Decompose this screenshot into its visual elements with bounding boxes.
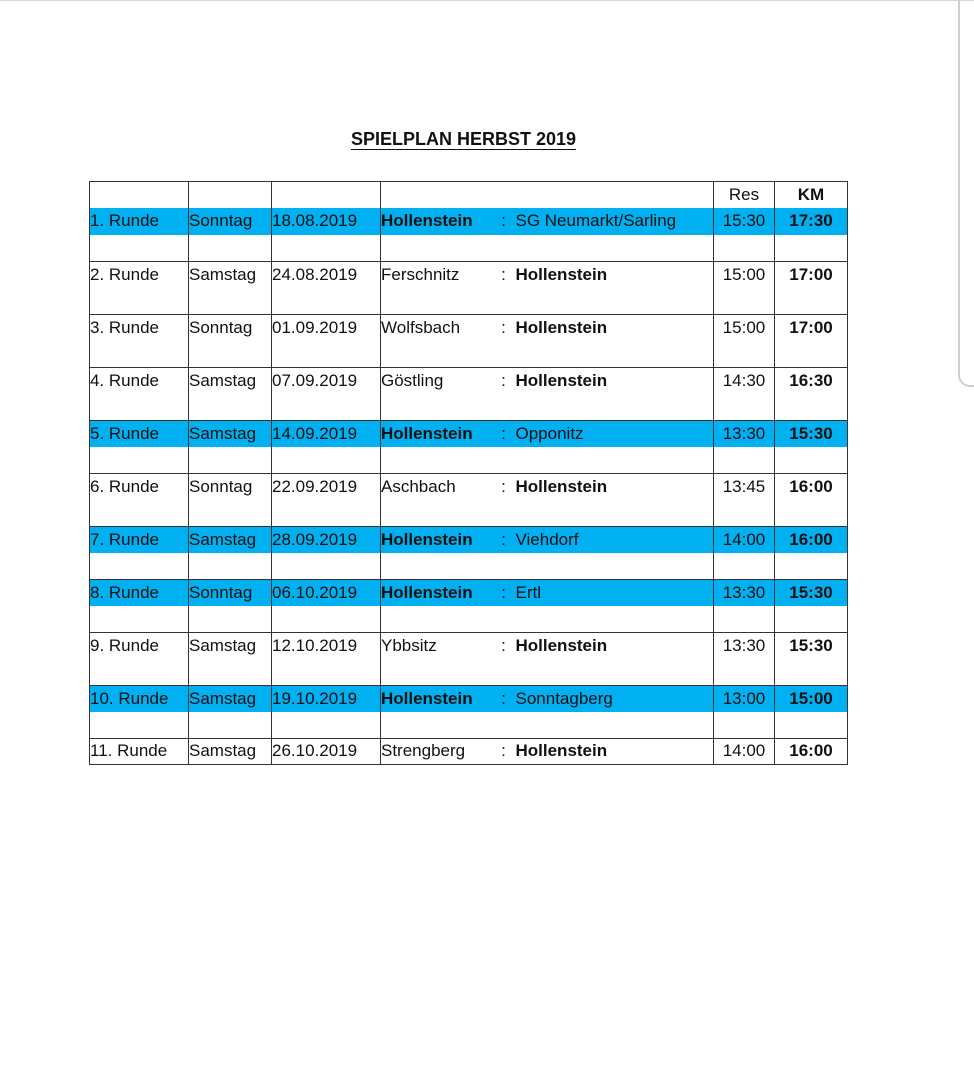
spacer-cell bbox=[775, 500, 848, 527]
km-time-cell: 15:00 bbox=[775, 685, 848, 712]
away-team-cell bbox=[492, 632, 714, 659]
spacer-cell bbox=[775, 235, 848, 262]
res-time-cell: 13:30 bbox=[714, 632, 775, 659]
day-cell: Samstag bbox=[189, 526, 272, 553]
date-cell: 01.09.2019 bbox=[272, 314, 381, 341]
spacer-cell bbox=[272, 606, 381, 633]
versus-colon: : bbox=[501, 635, 506, 655]
away-team-cell bbox=[492, 685, 714, 712]
date-cell: 28.09.2019 bbox=[272, 526, 381, 553]
round-cell: 4. Runde bbox=[90, 367, 189, 394]
km-time-cell: 17:00 bbox=[775, 314, 848, 341]
away-team-name: Hollenstein bbox=[515, 476, 608, 496]
spacer-cell bbox=[189, 659, 272, 686]
table-row bbox=[90, 579, 848, 606]
spacer-cell bbox=[381, 447, 492, 474]
res-time-cell: 13:00 bbox=[714, 685, 775, 712]
spacer-row bbox=[90, 235, 848, 262]
versus-colon: : bbox=[501, 476, 506, 496]
table-row bbox=[90, 208, 848, 235]
km-time-cell: 15:30 bbox=[775, 420, 848, 447]
away-team-name: Sonntagberg bbox=[515, 688, 613, 708]
spacer-cell bbox=[381, 606, 492, 633]
top-border bbox=[0, 0, 974, 1]
date-cell: 06.10.2019 bbox=[272, 579, 381, 606]
spacer-cell bbox=[189, 235, 272, 262]
page-title: SPIELPLAN HERBST 2019 bbox=[351, 129, 577, 149]
round-cell: 10. Runde bbox=[90, 685, 189, 712]
home-team-cell: Hollenstein bbox=[381, 579, 492, 606]
res-header: Res bbox=[714, 182, 775, 209]
spacer-cell bbox=[492, 553, 714, 580]
km-time-cell: 16:00 bbox=[775, 738, 848, 765]
spacer-cell bbox=[492, 606, 714, 633]
spacer-row bbox=[90, 712, 848, 739]
round-cell: 1. Runde bbox=[90, 208, 189, 235]
spacer-cell bbox=[189, 341, 272, 368]
schedule-table bbox=[89, 181, 848, 765]
spacer-row bbox=[90, 606, 848, 633]
res-time-cell: 15:30 bbox=[714, 208, 775, 235]
spacer-cell bbox=[381, 288, 492, 315]
spacer-cell bbox=[775, 447, 848, 474]
table-row bbox=[90, 314, 848, 341]
spacer-cell bbox=[381, 659, 492, 686]
round-cell: 6. Runde bbox=[90, 473, 189, 500]
day-cell: Samstag bbox=[189, 632, 272, 659]
spacer-cell bbox=[492, 394, 714, 421]
table-row bbox=[90, 526, 848, 553]
away-team-cell bbox=[492, 579, 714, 606]
home-team-cell: Ybbsitz bbox=[381, 632, 492, 659]
spacer-cell bbox=[90, 659, 189, 686]
away-team-name: Hollenstein bbox=[515, 370, 608, 390]
home-team-cell: Hollenstein bbox=[381, 208, 492, 235]
spacer-cell bbox=[381, 341, 492, 368]
day-cell: Samstag bbox=[189, 367, 272, 394]
spacer-cell bbox=[714, 659, 775, 686]
spacer-row bbox=[90, 553, 848, 580]
date-cell: 18.08.2019 bbox=[272, 208, 381, 235]
spacer-cell bbox=[189, 553, 272, 580]
spacer-cell bbox=[272, 659, 381, 686]
spacer-cell bbox=[90, 235, 189, 262]
spacer-cell bbox=[381, 553, 492, 580]
spacer-cell bbox=[90, 606, 189, 633]
day-cell: Sonntag bbox=[189, 208, 272, 235]
spacer-cell bbox=[90, 288, 189, 315]
day-cell: Sonntag bbox=[189, 473, 272, 500]
spacer-cell bbox=[714, 553, 775, 580]
day-cell: Samstag bbox=[189, 261, 272, 288]
home-team-cell: Hollenstein bbox=[381, 526, 492, 553]
spacer-cell bbox=[775, 712, 848, 739]
round-cell: 3. Runde bbox=[90, 314, 189, 341]
table-row bbox=[90, 261, 848, 288]
round-cell: 2. Runde bbox=[90, 261, 189, 288]
res-time-cell: 14:00 bbox=[714, 738, 775, 765]
spacer-cell bbox=[272, 341, 381, 368]
km-time-cell: 16:00 bbox=[775, 473, 848, 500]
spacer-cell bbox=[272, 712, 381, 739]
away-team-cell bbox=[492, 314, 714, 341]
spacer-cell bbox=[272, 553, 381, 580]
date-cell: 07.09.2019 bbox=[272, 367, 381, 394]
round-cell: 11. Runde bbox=[90, 738, 189, 765]
spacer-cell bbox=[90, 500, 189, 527]
spacer-cell bbox=[775, 341, 848, 368]
away-team-cell bbox=[492, 208, 714, 235]
spacer-cell bbox=[775, 553, 848, 580]
spacer-row bbox=[90, 447, 848, 474]
spacer-row bbox=[90, 288, 848, 315]
res-time-cell: 14:00 bbox=[714, 526, 775, 553]
day-cell: Samstag bbox=[189, 685, 272, 712]
spacer-cell bbox=[714, 500, 775, 527]
table-row bbox=[90, 473, 848, 500]
km-time-cell: 15:30 bbox=[775, 579, 848, 606]
res-time-cell: 13:30 bbox=[714, 420, 775, 447]
res-time-cell: 15:00 bbox=[714, 261, 775, 288]
spacer-cell bbox=[492, 447, 714, 474]
away-team-name: Hollenstein bbox=[515, 264, 608, 284]
home-team-cell: Hollenstein bbox=[381, 685, 492, 712]
spacer-cell bbox=[714, 394, 775, 421]
spacer-cell bbox=[272, 447, 381, 474]
home-team-cell: Aschbach bbox=[381, 473, 492, 500]
date-cell: 12.10.2019 bbox=[272, 632, 381, 659]
km-time-cell: 16:30 bbox=[775, 367, 848, 394]
scrollbar[interactable] bbox=[958, 0, 974, 387]
spacer-cell bbox=[381, 712, 492, 739]
home-team-cell: Ferschnitz bbox=[381, 261, 492, 288]
spacer-cell bbox=[189, 288, 272, 315]
away-team-cell bbox=[492, 738, 714, 765]
date-cell: 22.09.2019 bbox=[272, 473, 381, 500]
away-team-cell bbox=[492, 420, 714, 447]
versus-colon: : bbox=[501, 264, 506, 284]
spacer-cell bbox=[381, 500, 492, 527]
table-row bbox=[90, 632, 848, 659]
spacer-cell bbox=[381, 235, 492, 262]
away-team-cell bbox=[492, 526, 714, 553]
versus-colon: : bbox=[501, 423, 506, 443]
spacer-cell bbox=[714, 341, 775, 368]
day-cell: Samstag bbox=[189, 420, 272, 447]
spacer-cell bbox=[189, 606, 272, 633]
spacer-cell bbox=[775, 288, 848, 315]
spacer-cell bbox=[272, 288, 381, 315]
spacer-cell bbox=[272, 394, 381, 421]
spacer-cell bbox=[189, 500, 272, 527]
table-row bbox=[90, 420, 848, 447]
spacer-cell bbox=[90, 712, 189, 739]
versus-colon: : bbox=[501, 741, 506, 761]
away-team-name: Opponitz bbox=[515, 423, 584, 443]
res-time-cell: 13:45 bbox=[714, 473, 775, 500]
spacer-cell bbox=[189, 712, 272, 739]
versus-colon: : bbox=[501, 317, 506, 337]
versus-colon: : bbox=[501, 211, 506, 231]
res-time-cell: 15:00 bbox=[714, 314, 775, 341]
versus-colon: : bbox=[501, 529, 506, 549]
versus-colon: : bbox=[501, 582, 506, 602]
day-cell: Sonntag bbox=[189, 579, 272, 606]
km-time-cell: 17:30 bbox=[775, 208, 848, 235]
header-row bbox=[90, 182, 848, 209]
table-row bbox=[90, 738, 848, 765]
day-cell: Sonntag bbox=[189, 314, 272, 341]
home-team-cell: Strengberg bbox=[381, 738, 492, 765]
round-cell: 5. Runde bbox=[90, 420, 189, 447]
spacer-cell bbox=[775, 659, 848, 686]
spacer-cell bbox=[90, 341, 189, 368]
date-cell: 26.10.2019 bbox=[272, 738, 381, 765]
spacer-cell bbox=[272, 500, 381, 527]
round-cell: 8. Runde bbox=[90, 579, 189, 606]
table-row bbox=[90, 685, 848, 712]
spacer-cell bbox=[714, 288, 775, 315]
res-time-cell: 13:30 bbox=[714, 579, 775, 606]
km-time-cell: 15:30 bbox=[775, 632, 848, 659]
spacer-cell bbox=[492, 500, 714, 527]
km-header: KM bbox=[775, 182, 848, 209]
spacer-cell bbox=[714, 447, 775, 474]
away-team-cell bbox=[492, 367, 714, 394]
away-team-name: Viehdorf bbox=[515, 529, 579, 549]
spacer-row bbox=[90, 659, 848, 686]
km-time-cell: 17:00 bbox=[775, 261, 848, 288]
spacer-cell bbox=[492, 235, 714, 262]
round-cell: 9. Runde bbox=[90, 632, 189, 659]
spacer-cell bbox=[189, 447, 272, 474]
away-team-name: SG Neumarkt/Sarling bbox=[515, 211, 677, 231]
away-team-cell bbox=[492, 261, 714, 288]
spacer-row bbox=[90, 341, 848, 368]
spacer-cell bbox=[90, 394, 189, 421]
spacer-cell bbox=[775, 606, 848, 633]
spacer-cell bbox=[381, 394, 492, 421]
res-time-cell: 14:30 bbox=[714, 367, 775, 394]
spacer-cell bbox=[90, 553, 189, 580]
spacer-row bbox=[90, 394, 848, 421]
versus-colon: : bbox=[501, 370, 506, 390]
spacer-cell bbox=[492, 712, 714, 739]
spacer-cell bbox=[272, 235, 381, 262]
spacer-row bbox=[90, 500, 848, 527]
away-team-name: Hollenstein bbox=[515, 635, 608, 655]
date-cell: 14.09.2019 bbox=[272, 420, 381, 447]
round-cell: 7. Runde bbox=[90, 526, 189, 553]
away-team-cell bbox=[492, 473, 714, 500]
away-team-name: Hollenstein bbox=[515, 741, 608, 761]
spacer-cell bbox=[714, 712, 775, 739]
home-team-cell: Göstling bbox=[381, 367, 492, 394]
spacer-cell bbox=[90, 447, 189, 474]
away-team-name: Hollenstein bbox=[515, 317, 608, 337]
spacer-cell bbox=[492, 341, 714, 368]
day-cell: Samstag bbox=[189, 738, 272, 765]
spacer-cell bbox=[714, 235, 775, 262]
km-time-cell: 16:00 bbox=[775, 526, 848, 553]
spacer-cell bbox=[714, 606, 775, 633]
home-team-cell: Hollenstein bbox=[381, 420, 492, 447]
table-row bbox=[90, 367, 848, 394]
spacer-cell bbox=[189, 394, 272, 421]
spacer-cell bbox=[492, 659, 714, 686]
away-team-name: Ertl bbox=[515, 582, 541, 602]
date-cell: 19.10.2019 bbox=[272, 685, 381, 712]
date-cell: 24.08.2019 bbox=[272, 261, 381, 288]
home-team-cell: Wolfsbach bbox=[381, 314, 492, 341]
versus-colon: : bbox=[501, 688, 506, 708]
spacer-cell bbox=[492, 288, 714, 315]
spacer-cell bbox=[775, 394, 848, 421]
